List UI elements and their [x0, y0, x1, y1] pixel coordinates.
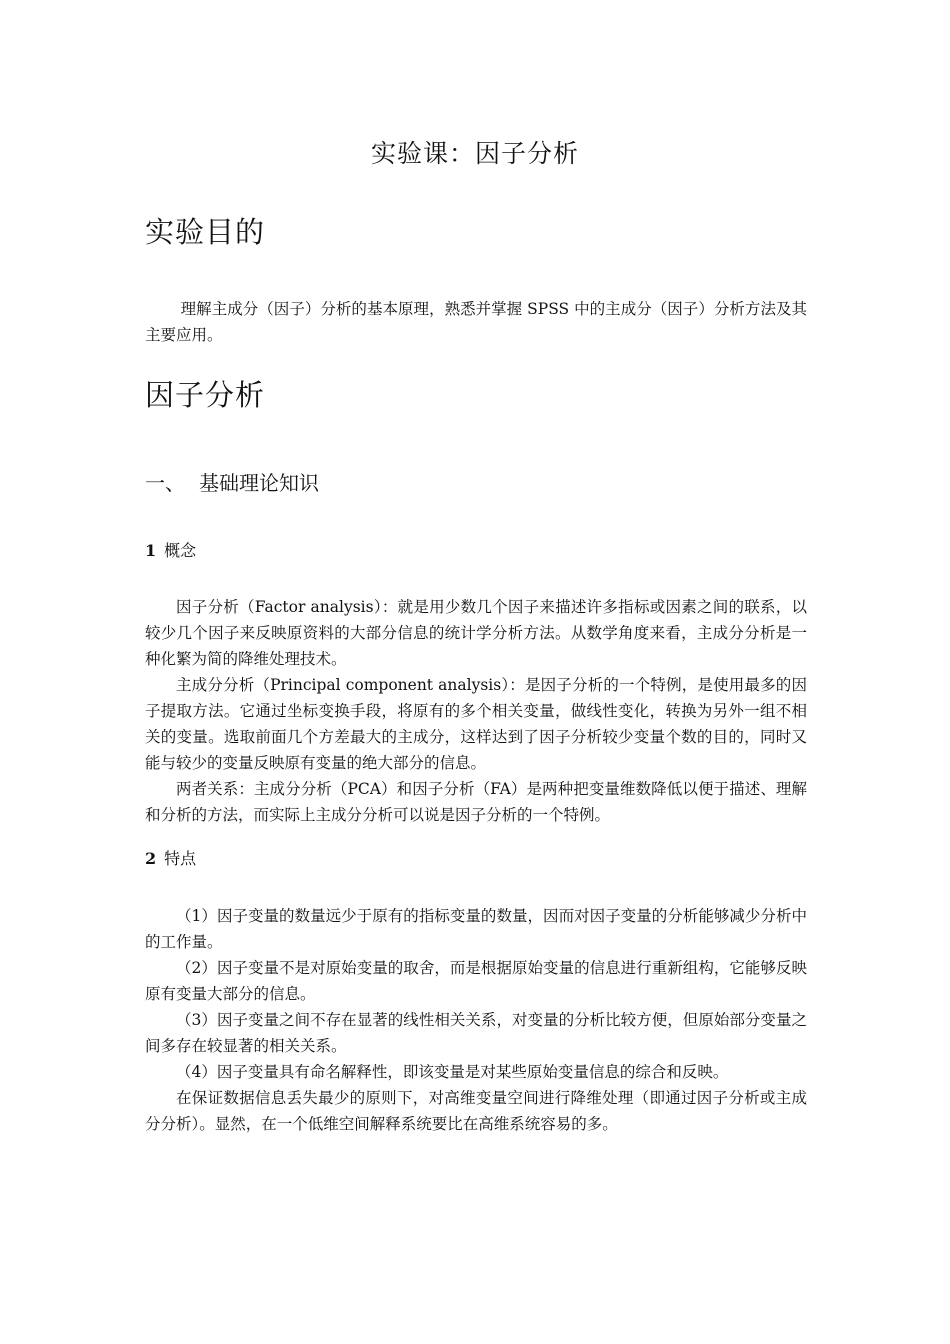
subsection-number: 2 — [145, 849, 157, 868]
subsection-heading-text: 特点 — [164, 849, 197, 868]
heading-features — [145, 847, 196, 871]
feature-item: （4）因子变量具有命名解释性，即该变量是对某些原始变量信息的综合和反映。 — [176, 1063, 729, 1081]
feature-item: （2）因子变量不是对原始变量的取舍，而是根据原始变量的信息进行重新组构，它能够反映原有变量大部分的信息。 — [145, 959, 807, 1003]
concept-paragraph: 因子分析（Factor analysis）：就是用少数几个因子来描述许多指标或因素之间的联系，以较少几个因子来反映原资料的大部分信息的统计学分析方法。从数学角度来看，主成分分析是一种化繁为简的降维处理技术。 — [145, 598, 807, 668]
purpose-paragraph — [145, 296, 807, 348]
heading-concept — [145, 539, 196, 563]
concept-body — [145, 594, 807, 828]
concept-paragraph: 主成分分析（Principal component analysis）：是因子分析的一个特例，是使用最多的因子提取方法。它通过坐标变换手段，将原有的多个相关变量，做线性变化，转换为另外一组不相关的变量。选取前面几个方差最大的主成分，这样达到了因子分析较少变量个数的目的，同时又能与较少的变量反映原有变量的绝大部分的信息。 — [145, 676, 807, 772]
heading-purpose: 实验目的 — [145, 215, 266, 249]
section-heading-text: 基础理论知识 — [199, 471, 319, 495]
document-title: 实验课：因子分析 — [370, 139, 579, 168]
features-body — [145, 903, 807, 1137]
feature-item: （1）因子变量的数量远少于原有的指标变量的数量，因而对因子变量的分析能够减少分析中的工作量。 — [145, 907, 807, 951]
subsection-number: 1 — [145, 541, 157, 560]
feature-summary: 在保证数据信息丢失最少的原则下，对高维变量空间进行降维处理（即通过因子分析或主成分分析）。显然，在一个低维空间解释系统要比在高维系统容易的多。 — [145, 1089, 807, 1133]
heading-factor-analysis: 因子分析 — [145, 378, 266, 412]
concept-paragraph: 两者关系：主成分分析（PCA）和因子分析（FA）是两种把变量维数降低以便于描述、理解和分析的方法，而实际上主成分分析可以说是因子分析的一个特例。 — [145, 780, 807, 824]
section-number: 一、 — [145, 471, 185, 495]
feature-item: （3）因子变量之间不存在显著的线性相关关系，对变量的分析比较方便，但原始部分变量之间多存在较显著的相关关系。 — [145, 1011, 807, 1055]
heading-basic-theory — [145, 469, 319, 497]
subsection-heading-text: 概念 — [164, 541, 197, 560]
purpose-text: 理解主成分（因子）分析的基本原理，熟悉并掌握 SPSS 中的主成分（因子）分析方法及其主要应用。 — [145, 300, 807, 344]
